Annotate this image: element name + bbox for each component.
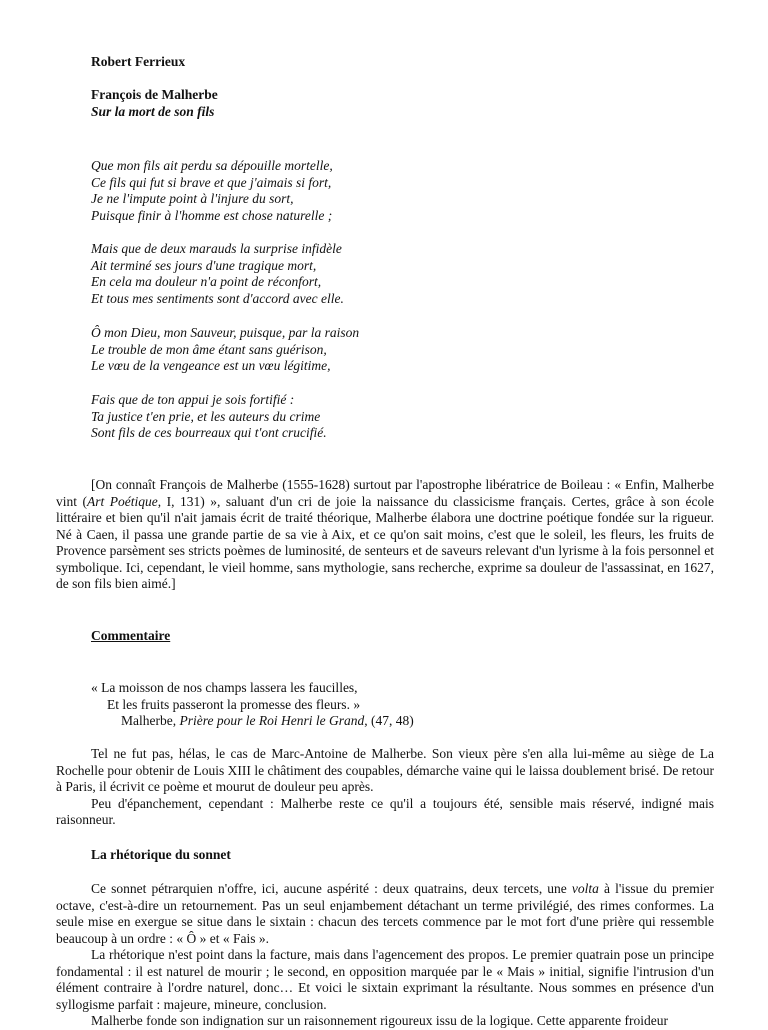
verse-line: Fais que de ton appui je sois fortifié : [91,392,295,407]
stanza-1 [56,158,749,224]
rhetoric-paragraphs [56,881,714,1030]
verse-line: Ce fils qui fut si brave et que j'aimais si fort, [91,174,332,190]
stanza-4 [56,392,749,442]
verse-line: Je ne l'impute point à l'injure du sort, [91,191,294,206]
verse-line: En cela ma douleur n'a point de réconfort, [91,274,322,289]
epigraph-work-title: Prière pour le Roi Henri le Grand [179,713,365,728]
paragraph-3-text-1: Ce sonnet pétrarquien n'offre, ici, aucune aspérité : deux quatrains, deux tercets, une [91,881,572,896]
paragraph-3 [56,881,714,947]
verse-line: Le vœu de la vengeance est un vœu légitime, [91,358,331,373]
epigraph-line-1: « La moisson de nos champs lassera les faucilles, [91,680,358,695]
epigraph [56,680,749,730]
commentaire-heading: Commentaire [91,628,171,643]
author-name: Robert Ferrieux [91,54,186,69]
commentary-paragraphs [56,746,714,829]
verse-line: Que mon fils ait perdu sa dépouille mortelle, [91,158,333,173]
paragraph-2: Peu d'épanchement, cependant : Malherbe reste ce qu'il a toujours été, sensible mais réservé, indigné mais raisonneur. [56,795,714,827]
stanza-2 [56,241,749,307]
paragraph-1: Tel ne fut pas, hélas, le cas de Marc-Antoine de Malherbe. Son vieux père s'en alla lui-même au siège de La Rochelle pour obtenir de Louis XIII le châtiment des coupables, démarche vaine qui le laissa doublement brisé. De retour à Paris, il écrivit ce poème et mourut de douleur peu après. [56,746,714,794]
paragraph-4: La rhétorique n'est point dans la facture, mais dans l'agencement des propos. Le premier quatrain pose un principe fondamental : il est naturel de mourir ; le second, en opposition marquée par le « Mais » initial, signifie l'intrusion d'un élément contraire à l'ordre naturel, donc… Et voici le sixtain exprimant la résultante. Nous sommes en présence d'un syllogisme parfait : majeure, mineure, conclusion. [56,947,714,1012]
intro-text-1: [On connaît François de Malherbe (1555-1628) surtout par l'apostrophe libératrice de Boileau : « Enfin, Malherbe vint ( [56,477,714,509]
intro-paragraph [56,477,714,593]
intro-text-2: , I, 131) », saluant d'un cri de joie la naissance du classicisme français. Certes, grâce à son école littéraire et bien qu'il n'ait jamais écrit de traité théorique, Malherbe élabora une doctrine poétique fondée sur la rigueur. Né à Caen, il passa une grande partie de sa vie à Aix, et ce qu'on sait moins, c'est que le soleil, les fleurs, les fruits de Provence parsèment ses stricts poèmes de luminosité, de senteurs et de saveurs relevant d'un lyrisme à la fois personnel et symbolique. Ici, cependant, le vieil homme, sans mythologie, sans recherche, exprime sa douleur de l'assassinat, en 1627, de son fils bien aimé.] [56,493,715,591]
verse-line: Mais que de deux marauds la surprise infidèle [91,241,342,256]
epigraph-author: Malherbe, [121,713,180,728]
intro-italic-title: Art Poétique [87,493,158,509]
verse-line: Ait terminé ses jours d'une tragique mort, [91,257,317,273]
paragraph-3-italic: volta [571,881,599,896]
poem-title: Sur la mort de son fils [91,104,215,119]
epigraph-ref: , (47, 48) [364,713,414,728]
stanza-3 [56,325,749,375]
verse-line: Et tous mes sentiments sont d'accord avec elle. [91,290,344,306]
verse-line: Le trouble de mon âme étant sans guérison, [91,341,327,357]
paragraph-3-text-2: à l'issue du premier octave, c'est-à-dire un retournement. Pas un seul enjambement détachant un terme privilégié, des rimes conformes. La seule mise en exergue se situe dans le sixtain : chacun des tercets commence par le mot fort d'une prière qui ressemble beaucoup à un ordre : « Ô » et « Fais ». [56,881,715,946]
epigraph-source [91,713,749,730]
verse-line: Ta justice t'en prie, et les auteurs du crime [91,408,321,424]
paragraph-5: Malherbe fonde son indignation sur un raisonnement rigoureux issu de la logique. Cette apparente froideur [91,1013,668,1028]
verse-line: Puisque finir à l'homme est chose naturelle ; [91,207,333,223]
verse-line: Ô mon Dieu, mon Sauveur, puisque, par la raison [91,325,360,340]
poet-name: François de Malherbe [91,87,218,102]
verse-line: Sont fils de ces bourreaux qui t'ont crucifié. [91,425,327,440]
epigraph-line-2: Et les fruits passeront la promesse des fleurs. » [107,696,361,712]
rhetoric-heading: La rhétorique du sonnet [91,847,231,862]
